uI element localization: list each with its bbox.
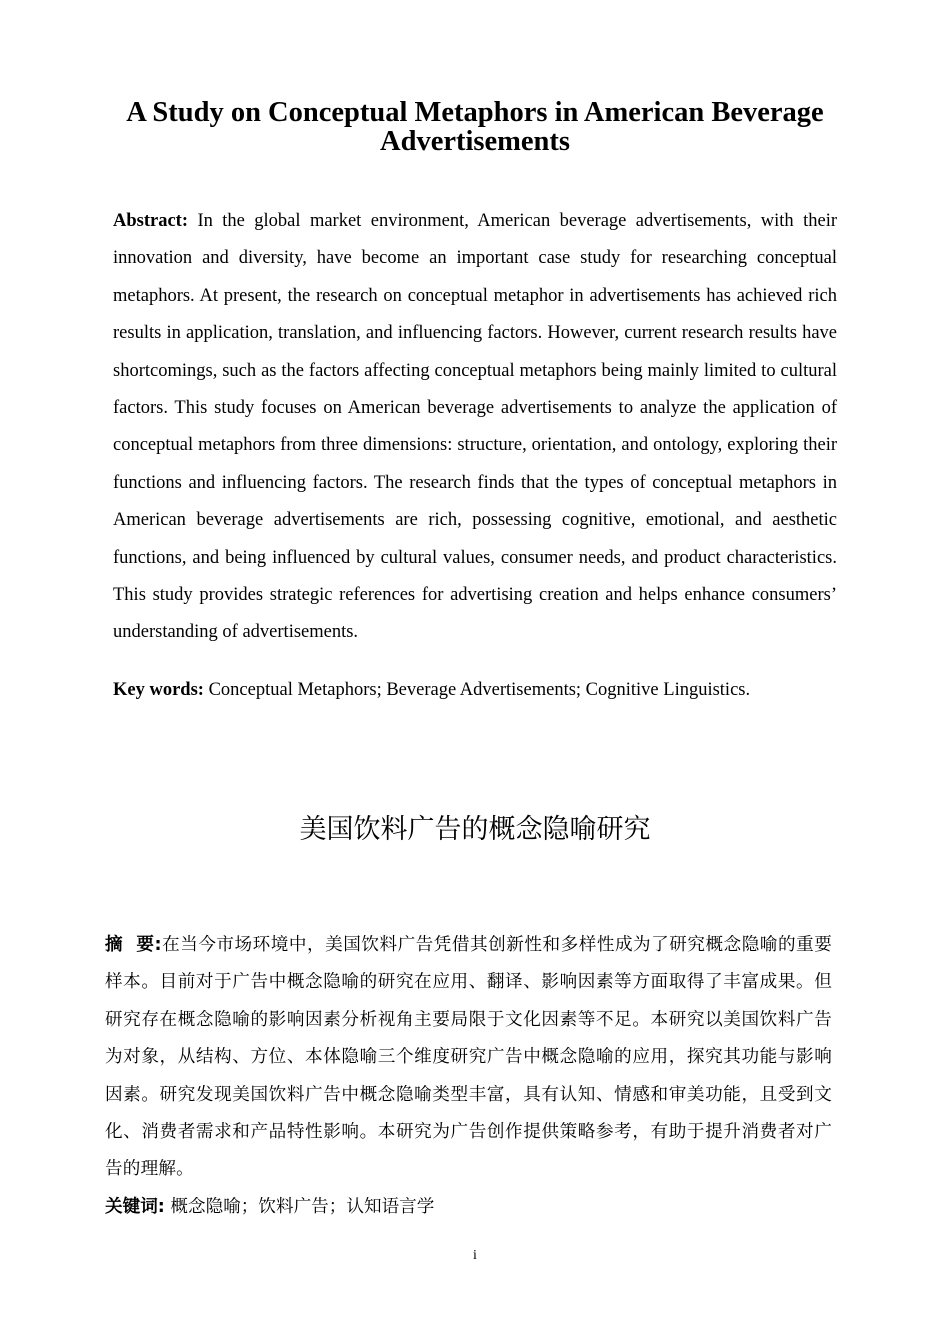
english-abstract-text: In the global market environment, American beverage advertisements, with their innovation and diversity, have become an important case study for researching conceptual metaphors. At present, the research on conceptual metaphor in advertisements has achieved rich results in application, translation, and influencing factors. However, current research results have shortcomings, such as the factors affecting conceptual metaphors being mainly limited to cultural factors. This study focuses on American beverage advertisements to analyze the application of conceptual metaphors from three dimensions: structure, orientation, and ontology, exploring their functions and influencing factors. The research finds that the types of conceptual metaphors in American beverage advertisements are rich, possessing cognitive, emotional, and aesthetic functions, and being influenced by cultural values, consumer needs, and product characteristics. This study provides strategic references for advertising creation and helps enhance consumers’ understanding of advertisements.: [113, 211, 837, 643]
english-keywords: [113, 676, 837, 704]
page-number: i: [473, 1248, 477, 1263]
chinese-keywords-label: 关键词:: [105, 1197, 165, 1217]
english-keywords-label: Key words:: [113, 680, 204, 700]
english-abstract: [113, 203, 837, 652]
chinese-title: 美国饮料广告的概念隐喻研究: [299, 814, 651, 845]
chinese-abstract-text: 在当今市场环境中，美国饮料广告凭借其创新性和多样性成为了研究概念隐喻的重要样本。目前对于广告中概念隐喻的研究在应用、翻译、影响因素等方面取得了丰富成果。但研究存在概念隐喻的影响因素分析视角主要局限于文化因素等不足。本研究以美国饮料广告为对象，从结构、方位、本体隐喻三个维度研究广告中概念隐喻的应用，探究其功能与影响因素。研究发现美国饮料广告中概念隐喻类型丰富，具有认知、情感和审美功能，且受到文化、消费者需求和产品特性影响。本研究为广告创作提供策略参考，有助于提升消费者对广告的理解。: [105, 935, 832, 1180]
chinese-abstract-label: 摘 要:: [105, 935, 162, 955]
chinese-abstract: [105, 927, 832, 1189]
english-abstract-label: Abstract:: [113, 211, 189, 231]
english-title: A Study on Conceptual Metaphors in American Beverage Advertisements: [126, 97, 824, 157]
chinese-keywords: [105, 1193, 832, 1221]
english-keywords-text: Conceptual Metaphors; Beverage Advertisements; Cognitive Linguistics.: [208, 680, 751, 700]
chinese-keywords-text: 概念隐喻；饮料广告；认知语言学: [164, 1197, 435, 1217]
